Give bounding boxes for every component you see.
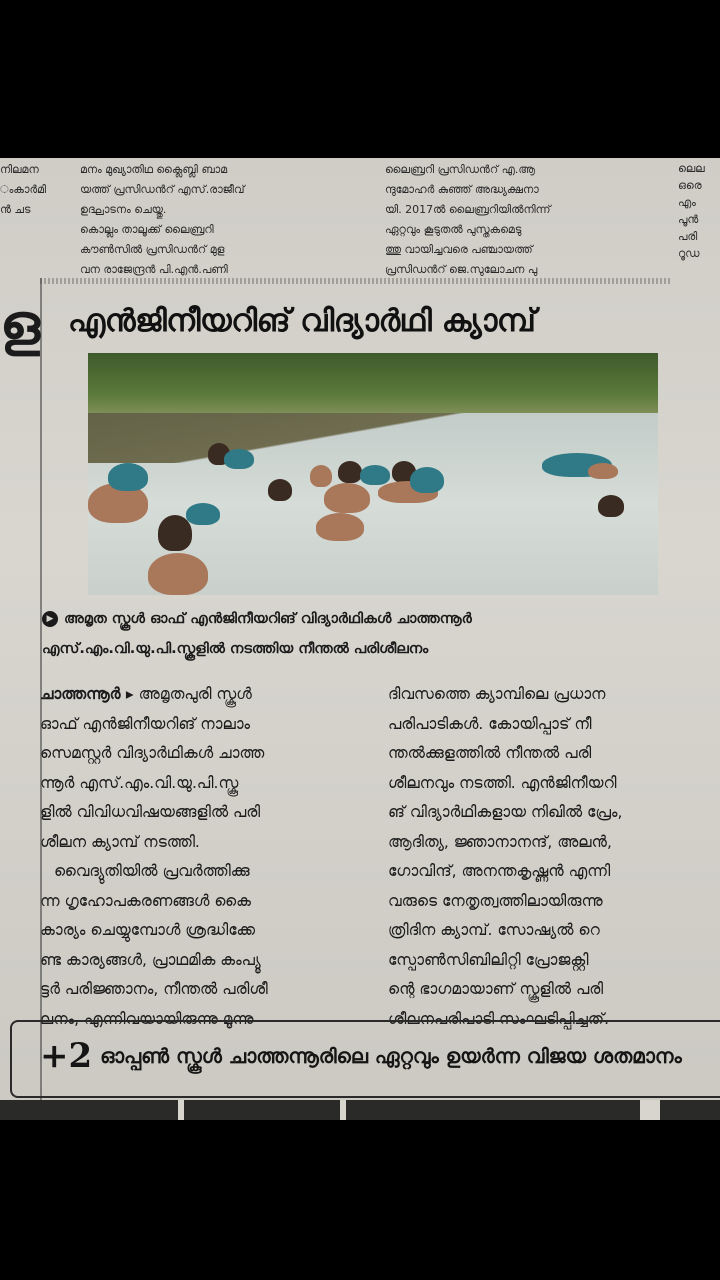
strip-line: ത്തു വായിച്ചവരെ പഞ്ചായത്ത്	[385, 243, 533, 256]
next-article-headline-text: ഓപ്പൺ സ്കൂൾ ചാത്തന്നൂരിലെ ഏറ്റവും ഉയർന്ന വിജയ ശതമാനം	[100, 1044, 682, 1068]
strip-line: കൗൺസിൽ പ്രസിഡൻറ് മുള	[80, 243, 225, 256]
strip-line: യത്ത് പ്രസിഡൻറ് എസ്.രാജീവ്	[80, 183, 245, 196]
swimmer	[310, 465, 332, 487]
article-line: ണ്ട കാര്യങ്ങൾ, പ്രാഥമിക കംപ്യൂ	[40, 950, 261, 969]
article-line: ന്നൂർ എസ്.എം.വി.യു.പി.സ്കൂ	[40, 773, 239, 792]
article-headline: എൻജിനീയറിങ് വിദ്യാർഥി ക്യാമ്പ്	[68, 303, 536, 339]
strip-line: ലെല	[678, 162, 705, 175]
swimmer	[338, 461, 362, 483]
strip-line: നിലമന	[0, 163, 39, 176]
play-bullet-icon: ▶	[42, 611, 58, 627]
article-line: ന്റെ ഭാഗമായാണ് സ്കൂളിൽ പരി	[388, 980, 604, 998]
strip-line: മനം മുഖ്യാതിഥ ക്ലൈബ്ലി ബാമ	[80, 163, 228, 176]
article-line: ന്തൽക്കുളത്തിൽ നീന്തൽ പരി	[388, 744, 592, 762]
strip-column-1	[0, 160, 62, 220]
swimmer	[224, 449, 254, 469]
next-article-headline	[40, 1036, 710, 1076]
band-mark	[178, 1100, 184, 1120]
strip-line: ംകാർമി	[0, 183, 47, 196]
article-column-right	[388, 680, 718, 1034]
strip-column-4	[678, 160, 720, 262]
article-line: വൈദ്യുതിയിൽ പ്രവർത്തിക്കു	[54, 862, 250, 880]
strip-line: ഒരെ	[678, 179, 702, 192]
bottom-dark-band	[0, 1100, 720, 1120]
strip-column-3	[385, 160, 670, 280]
strip-line: പ്രസിഡൻറ് ജെ.സുലോചന പു	[385, 263, 538, 276]
strip-line: ന്ദുമോഹർ കുഞ്ഞ് അദ്ധ്യക്ഷനാ	[385, 183, 539, 196]
previous-article-strip	[0, 158, 720, 276]
article-line: ശീലനവും നടത്തി. എൻജിനീയറി	[388, 773, 617, 792]
strip-line: ൻ ചട	[0, 203, 31, 216]
article-line	[40, 680, 385, 710]
tree-line	[88, 353, 658, 413]
newspaper-clipping	[0, 158, 720, 1120]
band-mark	[340, 1100, 346, 1120]
strip-line: റൂഡ	[678, 247, 700, 260]
strip-line: പരി	[678, 230, 698, 243]
strip-line: പൂൻ	[678, 213, 699, 226]
swimming-training-photo	[88, 353, 658, 595]
article-line: കാര്യം ചെയ്യുമ്പോൾ ശ്രദ്ധിക്കേ	[40, 921, 256, 939]
strip-line: ഉദ്ഘാടനം ചെയ്തു.	[80, 203, 167, 216]
article-line: ദിവസത്തെ ക്യാമ്പിലെ പ്രധാന	[388, 685, 606, 703]
swimmer	[598, 495, 624, 517]
article-line: ലനം, എന്നിവയായിരുന്നു മൂന്നു	[40, 1009, 254, 1028]
strip-line: യി. 2017ൽ ലൈബ്രറിയിൽനിന്ന്	[385, 203, 551, 216]
band-mark	[640, 1100, 660, 1120]
swimmer	[324, 483, 370, 513]
article-line: ഓഫ് എൻജിനീയറിങ് നാലാം	[40, 714, 251, 733]
article-line: ഗോവിന്ദ്, അനന്തകൃഷ്ണൻ എന്നി	[388, 862, 611, 880]
article-line: ന്ന ഗൃഹോപകരണങ്ങൾ കൈ	[40, 891, 251, 910]
article-line: സെമസ്റ്റർ വിദ്യാർഥികൾ ചാത്ത	[40, 744, 265, 762]
caption-text: അമൃത സ്കൂൾ ഓഫ് എൻജിനീയറിങ് വിദ്യാർഥികൾ ചാത്തന്നൂർ	[64, 611, 472, 627]
strip-line: വന രാജേന്ദ്രൻ പി.എൻ.പണി	[80, 263, 228, 276]
photo-caption	[42, 604, 682, 664]
caption-line: എസ്.എം.വി.യു.പി.സ്കൂളിൽ നടത്തിയ നീന്തൽ പരിശീലനം	[42, 641, 429, 657]
strip-line: ഏറ്റവും കൂടുതൽ പുസ്തകമെടു	[385, 223, 522, 236]
swimmer	[186, 503, 220, 525]
adjacent-headline-fragment: ള	[0, 293, 40, 358]
article-line: ങ് വിദ്യാർഥികളായ നിഖിൽ പ്രേം,	[388, 803, 623, 821]
article-text: അമൃതപുരി സ്കൂൾ	[138, 685, 252, 703]
article-line: വരുടെ നേതൃത്വത്തിലായിരുന്നു	[388, 891, 603, 910]
strip-line: കൊല്ലം താലൂക്ക് ലൈബ്രറി	[80, 223, 214, 236]
swimmer	[410, 467, 444, 493]
article-column-left	[40, 680, 385, 1034]
article-line: ളിൽ വിവിധവിഷയങ്ങളിൽ പരി	[40, 803, 261, 821]
swimmer	[316, 513, 364, 541]
article-line: സ്പോൺസിബിലിറ്റി പ്രോജക്റ്റി	[388, 950, 589, 969]
swimmer	[268, 479, 292, 501]
swimmer	[360, 465, 390, 485]
dotted-separator	[40, 278, 670, 284]
article-line: ശീലനപരിപാടി സംഘടിപ്പിച്ചത്.	[388, 1009, 610, 1028]
article-line: ശീലന ക്യാമ്പ് നടത്തി.	[40, 832, 200, 851]
plus-two-label: +2	[40, 1036, 93, 1076]
article-line: ത്രിദിന ക്യാമ്പ്. സോഷ്യൽ റെ	[388, 921, 600, 939]
caption-line	[42, 604, 682, 634]
strip-line: എം	[678, 196, 696, 209]
swimmer	[108, 463, 148, 491]
dateline: ചാത്തന്നൂർ ▸	[40, 685, 134, 703]
article-line: ആദിത്യ, ജ്ഞാനാനന്ദ്, അലൻ,	[388, 832, 612, 851]
swimmer	[148, 553, 208, 595]
strip-line: ലൈബ്രറി പ്രസിഡൻറ് എ.ആ	[385, 163, 536, 176]
swimmer	[588, 463, 618, 479]
article-line: ട്ടർ പരിജ്ഞാനം, നീന്തൽ പരിശീ	[40, 980, 268, 998]
article-line: പരിപാടികൾ. കോയിപ്പാട് നീ	[388, 714, 592, 733]
strip-column-2	[80, 160, 370, 280]
